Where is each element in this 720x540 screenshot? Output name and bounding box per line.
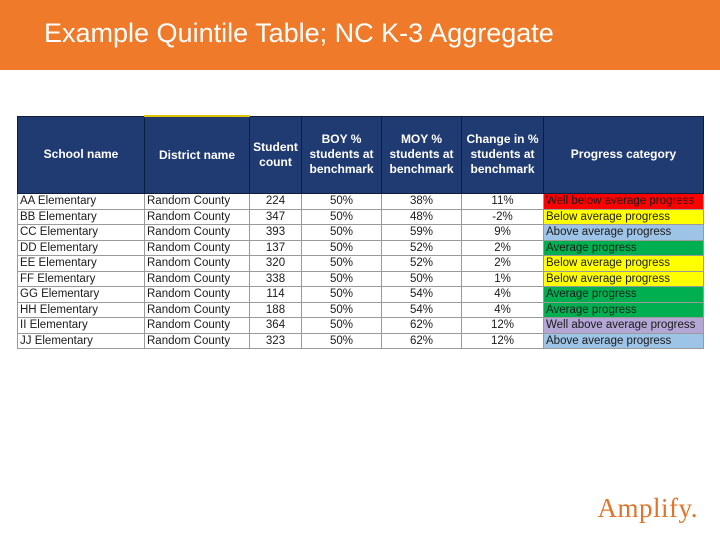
cell-moy-benchmark: 62% <box>382 333 462 349</box>
cell-boy-benchmark: 50% <box>302 225 382 241</box>
cell-boy-benchmark: 50% <box>302 287 382 303</box>
cell-school-name: AA Elementary <box>18 194 145 210</box>
cell-progress-category: Below average progress <box>544 271 704 287</box>
cell-change-benchmark: 2% <box>462 256 544 272</box>
cell-school-name: CC Elementary <box>18 225 145 241</box>
cell-school-name: HH Elementary <box>18 302 145 318</box>
cell-school-name: GG Elementary <box>18 287 145 303</box>
cell-boy-benchmark: 50% <box>302 240 382 256</box>
cell-boy-benchmark: 50% <box>302 194 382 210</box>
cell-moy-benchmark: 59% <box>382 225 462 241</box>
cell-change-benchmark: 9% <box>462 225 544 241</box>
cell-progress-category: Average progress <box>544 240 704 256</box>
title-bar <box>0 0 720 70</box>
cell-school-name: DD Elementary <box>18 240 145 256</box>
cell-change-benchmark: -2% <box>462 209 544 225</box>
cell-change-benchmark: 12% <box>462 318 544 334</box>
quintile-table <box>17 115 704 349</box>
cell-progress-category: Above average progress <box>544 225 704 241</box>
cell-progress-category: Well above average progress <box>544 318 704 334</box>
cell-district-name: Random County <box>145 302 250 318</box>
cell-moy-benchmark: 50% <box>382 271 462 287</box>
table-row <box>18 271 704 287</box>
cell-moy-benchmark: 62% <box>382 318 462 334</box>
cell-student-count: 114 <box>250 287 302 303</box>
cell-school-name: EE Elementary <box>18 256 145 272</box>
header-district-name: District name <box>145 116 250 194</box>
cell-moy-benchmark: 38% <box>382 194 462 210</box>
header-change-benchmark: Change in % students at benchmark <box>462 116 544 194</box>
cell-boy-benchmark: 50% <box>302 333 382 349</box>
slide-title: Example Quintile Table; NC K-3 Aggregate <box>44 18 554 48</box>
cell-school-name: JJ Elementary <box>18 333 145 349</box>
cell-district-name: Random County <box>145 240 250 256</box>
cell-progress-category: Well below average progress <box>544 194 704 210</box>
table-body <box>18 194 704 349</box>
cell-moy-benchmark: 54% <box>382 287 462 303</box>
cell-progress-category: Below average progress <box>544 256 704 272</box>
header-progress-category: Progress category <box>544 116 704 194</box>
cell-progress-category: Average progress <box>544 302 704 318</box>
cell-change-benchmark: 12% <box>462 333 544 349</box>
header-school-name: School name <box>18 116 145 194</box>
cell-progress-category: Average progress <box>544 287 704 303</box>
cell-boy-benchmark: 50% <box>302 302 382 318</box>
cell-student-count: 364 <box>250 318 302 334</box>
cell-change-benchmark: 2% <box>462 240 544 256</box>
cell-student-count: 393 <box>250 225 302 241</box>
table-row <box>18 256 704 272</box>
cell-student-count: 137 <box>250 240 302 256</box>
cell-student-count: 323 <box>250 333 302 349</box>
table-row <box>18 287 704 303</box>
cell-boy-benchmark: 50% <box>302 209 382 225</box>
table-row <box>18 240 704 256</box>
cell-boy-benchmark: 50% <box>302 318 382 334</box>
cell-district-name: Random County <box>145 271 250 287</box>
cell-change-benchmark: 4% <box>462 302 544 318</box>
cell-school-name: II Elementary <box>18 318 145 334</box>
quintile-table-container <box>17 115 703 349</box>
cell-district-name: Random County <box>145 225 250 241</box>
cell-school-name: BB Elementary <box>18 209 145 225</box>
cell-change-benchmark: 4% <box>462 287 544 303</box>
header-student-count: Student count <box>250 116 302 194</box>
table-row <box>18 333 704 349</box>
cell-student-count: 188 <box>250 302 302 318</box>
cell-boy-benchmark: 50% <box>302 256 382 272</box>
cell-progress-category: Above average progress <box>544 333 704 349</box>
table-row <box>18 318 704 334</box>
cell-student-count: 320 <box>250 256 302 272</box>
cell-change-benchmark: 11% <box>462 194 544 210</box>
table-row <box>18 225 704 241</box>
cell-district-name: Random County <box>145 209 250 225</box>
cell-change-benchmark: 1% <box>462 271 544 287</box>
cell-moy-benchmark: 48% <box>382 209 462 225</box>
cell-district-name: Random County <box>145 256 250 272</box>
header-moy-benchmark: MOY % students at benchmark <box>382 116 462 194</box>
cell-school-name: FF Elementary <box>18 271 145 287</box>
cell-progress-category: Below average progress <box>544 209 704 225</box>
cell-moy-benchmark: 52% <box>382 240 462 256</box>
cell-district-name: Random County <box>145 194 250 210</box>
cell-district-name: Random County <box>145 287 250 303</box>
cell-district-name: Random County <box>145 318 250 334</box>
table-header-row <box>18 116 704 194</box>
cell-district-name: Random County <box>145 333 250 349</box>
header-boy-benchmark: BOY % students at benchmark <box>302 116 382 194</box>
table-row <box>18 209 704 225</box>
amplify-logo: Amplify. <box>597 493 698 523</box>
cell-student-count: 224 <box>250 194 302 210</box>
cell-student-count: 347 <box>250 209 302 225</box>
cell-boy-benchmark: 50% <box>302 271 382 287</box>
cell-moy-benchmark: 52% <box>382 256 462 272</box>
cell-student-count: 338 <box>250 271 302 287</box>
table-row <box>18 302 704 318</box>
table-row <box>18 194 704 210</box>
cell-moy-benchmark: 54% <box>382 302 462 318</box>
